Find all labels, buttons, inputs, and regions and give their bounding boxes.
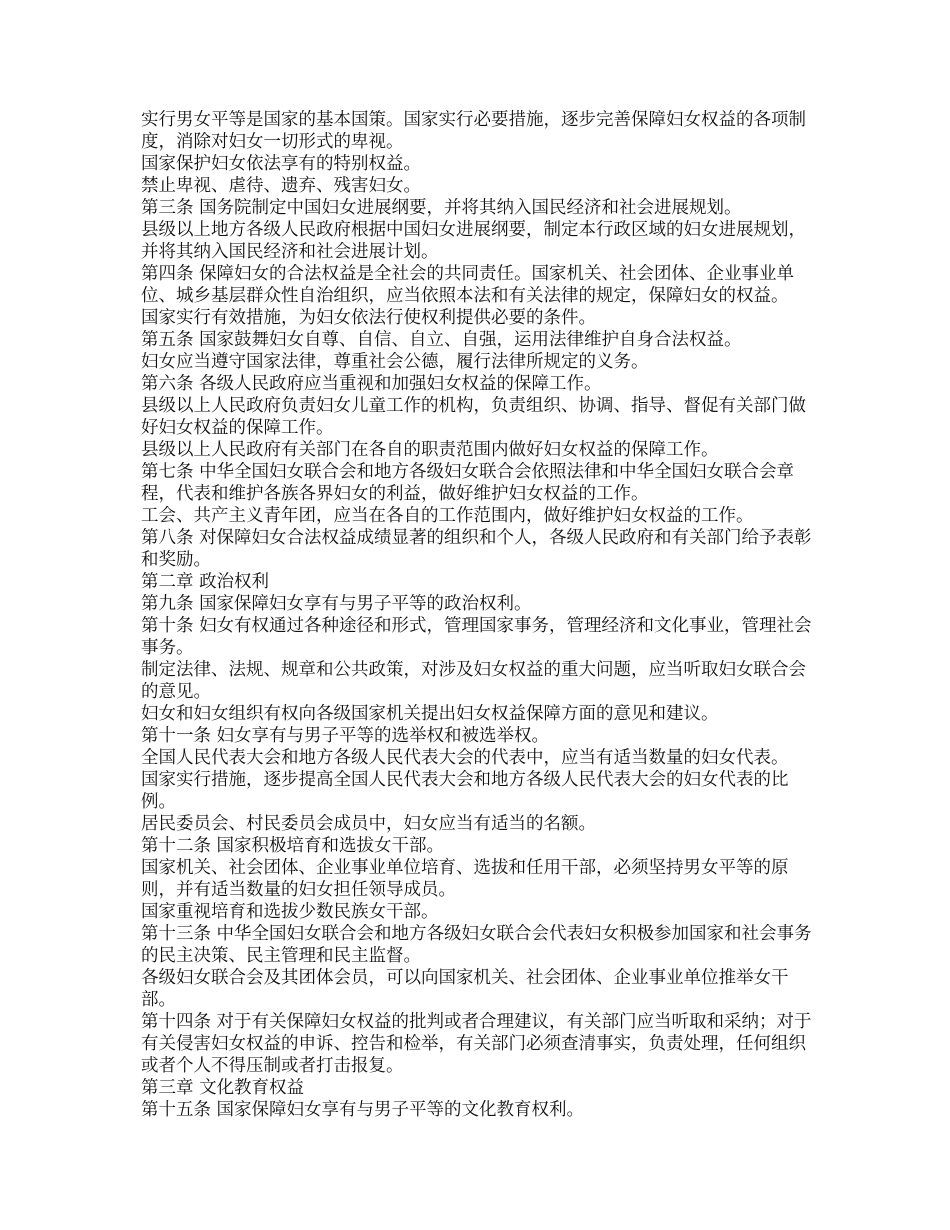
paragraph: 国家重视培育和选拔少数民族女干部。 — [141, 902, 439, 922]
paragraph: 县级以上地方各级人民政府根据中国妇女进展纲要，制定本行政区域的妇女进展规划，并将其纳入国民经济和社会进展计划。 — [141, 220, 806, 262]
paragraph: 居民委员会、村民委员会成员中，妇女应当有适当的名额。 — [141, 814, 596, 834]
chapter-heading: 第二章 政治权利 — [141, 572, 270, 592]
article-heading: 第三条 国务院制定中国妇女进展纲要，并将其纳入国民经济和社会进展规划。 — [141, 198, 742, 218]
paragraph: 县级以上人民政府有关部门在各自的职责范围内做好妇女权益的保障工作。 — [141, 440, 719, 460]
article-heading: 第十五条 国家保障妇女享有与男子平等的文化教育权利。 — [141, 1100, 585, 1120]
article-heading: 第十一条 妇女享有与男子平等的选举权和被选举权。 — [141, 726, 550, 746]
article-heading: 第十条 妇女有权通过各种途径和形式，管理国家事务，管理经济和文化事业，管理社会事务。 — [141, 616, 812, 658]
article-heading: 第九条 国家保障妇女享有与男子平等的政治权利。 — [141, 594, 532, 614]
paragraph: 制定法律、法规、规章和公共政策，对涉及妇女权益的重大问题，应当听取妇女联合会的意见。 — [141, 660, 806, 702]
paragraph: 各级妇女联合会及其团体会员，可以向国家机关、社会团体、企业事业单位推举女干部。 — [141, 968, 789, 1010]
article-heading: 第五条 国家鼓舞妇女自尊、自信、自立、自强，运用法律维护自身合法权益。 — [141, 330, 742, 350]
paragraph: 工会、共产主义青年团，应当在各自的工作范围内，做好维护妇女权益的工作。 — [141, 506, 754, 526]
paragraph: 国家机关、社会团体、企业事业单位培育、选拔和任用干部，必须坚持男女平等的原则，并有适当数量的妇女担任领导成员。 — [141, 858, 789, 900]
paragraph: 国家实行措施，逐步提高全国人民代表大会和地方各级人民代表大会的妇女代表的比例。 — [141, 770, 789, 812]
paragraph: 县级以上人民政府负责妇女儿童工作的机构，负责组织、协调、指导、督促有关部门做好妇女权益的保障工作。 — [141, 396, 806, 438]
chapter-heading: 第三章 文化教育权益 — [141, 1078, 305, 1098]
article-heading: 第八条 对保障妇女合法权益成绩显著的组织和个人，各级人民政府和有关部门给予表彰和奖励。 — [141, 528, 812, 570]
article-heading: 第十三条 中华全国妇女联合会和地方各级妇女联合会代表妇女积极参加国家和社会事务的民主决策、民主管理和民主监督。 — [141, 924, 812, 966]
paragraph: 妇女和妇女组织有权向各级国家机关提出妇女权益保障方面的意见和建议。 — [141, 704, 719, 724]
article-heading: 第四条 保障妇女的合法权益是全社会的共同责任。国家机关、社会团体、企业事业单位、城乡基层群众性自治组织，应当依照本法和有关法律的规定，保障妇女的权益。 — [141, 264, 795, 306]
paragraph: 妇女应当遵守国家法律，尊重社会公德，履行法律所规定的义务。 — [141, 352, 649, 372]
article-heading: 第十四条 对于有关保障妇女权益的批判或者合理建议，有关部门应当听取和采纳；对于有关侵害妇女权益的申诉、控告和检举，有关部门必须查清事实，负责处理，任何组织或者个人不得压制或者打击报复。 — [141, 1012, 812, 1076]
paragraph: 国家保护妇女依法享有的特别权益。 — [141, 154, 421, 174]
article-heading: 第十二条 国家积极培育和选拔女干部。 — [141, 836, 445, 856]
paragraph: 禁止卑视、虐待、遗弃、残害妇女。 — [141, 176, 421, 196]
article-heading: 第七条 中华全国妇女联合会和地方各级妇女联合会依照法律和中华全国妇女联合会章程，代表和维护各族各界妇女的利益，做好维护妇女权益的工作。 — [141, 462, 795, 504]
document-body — [141, 109, 821, 1121]
paragraph: 全国人民代表大会和地方各级人民代表大会的代表中，应当有适当数量的妇女代表。 — [141, 748, 789, 768]
paragraph: 国家实行有效措施，为妇女依法行使权利提供必要的条件。 — [141, 308, 596, 328]
paragraph: 实行男女平等是国家的基本国策。国家实行必要措施，逐步完善保障妇女权益的各项制度，消除对妇女一切形式的卑视。 — [141, 110, 806, 152]
article-heading: 第六条 各级人民政府应当重视和加强妇女权益的保障工作。 — [141, 374, 602, 394]
